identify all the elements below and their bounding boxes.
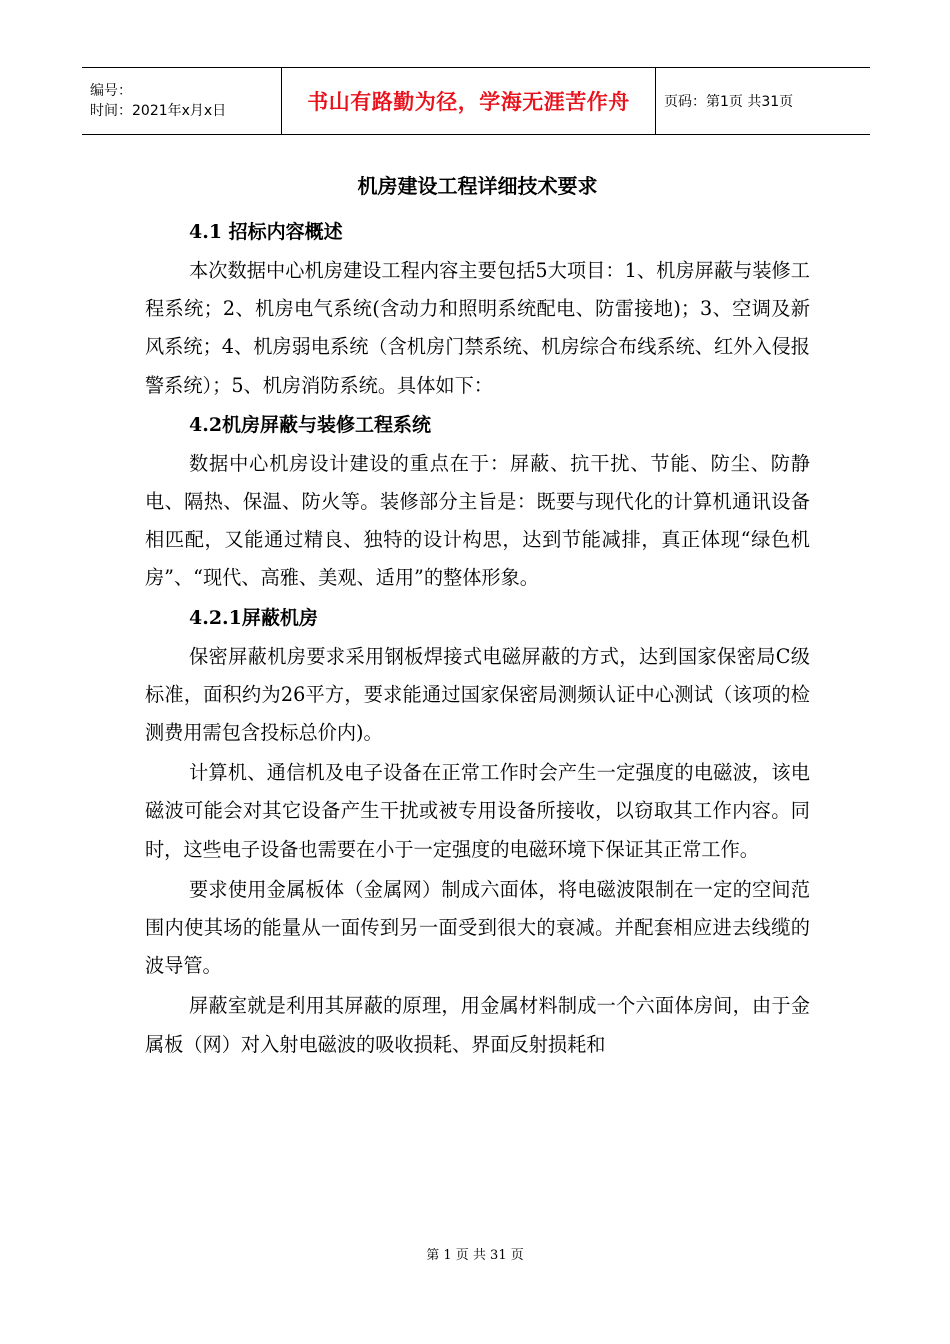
time-label: 时间：2021年x月x日: [90, 103, 227, 119]
paragraph: 数据中心机房设计建设的重点在于：屏蔽、抗干扰、节能、防尘、防静电、隔热、保温、防火等。装修部分主旨是：既要与现代化的计算机通讯设备相匹配，又能通过精良、独特的设计构思，达到节能减排，真正体现“绿色机房”、“现代、高雅、美观、适用”的整体形象。: [145, 451, 810, 590]
page-footer: 第 1 页 共 31 页: [426, 1248, 524, 1263]
header-page-cell: [656, 68, 870, 134]
header-motto-cell: [282, 68, 656, 134]
document-header: [82, 67, 870, 135]
section-heading-4-2: 4.2机房屏蔽与装修工程系统: [189, 413, 432, 436]
header-meta: [82, 68, 282, 134]
document-body: [145, 168, 810, 1066]
document-title: 机房建设工程详细技术要求: [357, 174, 598, 198]
paragraph: 保密屏蔽机房要求采用钢板焊接式电磁屏蔽的方式，达到国家保密局C级标准，面积约为26平方，要求能通过国家保密局测频认证中心测试（该项的检测费用需包含投标总价内)。: [145, 644, 810, 745]
code-label: 编号：: [90, 83, 132, 99]
section-heading-4-2-1: 4.2.1屏蔽机房: [189, 606, 318, 629]
page-label: 页码：第1页 共31页: [664, 94, 794, 110]
paragraph: 屏蔽室就是利用其屏蔽的原理，用金属材料制成一个六面体房间，由于金属板（网）对入射电磁波的吸收损耗、界面反射损耗和: [145, 994, 810, 1056]
paragraph: 要求使用金属板体（金属网）制成六面体，将电磁波限制在一定的空间范围内使其场的能量从一面传到另一面受到很大的衰减。并配套相应进去线缆的波导管。: [145, 877, 810, 978]
section-heading-4-1: 4.1 招标内容概述: [189, 221, 343, 243]
paragraph: 计算机、通信机及电子设备在正常工作时会产生一定强度的电磁波，该电磁波可能会对其它设备产生干扰或被专用设备所接收，以窃取其工作内容。同时，这些电子设备也需要在小于一定强度的电磁环境下保证其正常工作。: [145, 761, 810, 861]
header-motto: 书山有路勤为径，学海无涯苦作舟: [307, 90, 630, 114]
paragraph: 本次数据中心机房建设工程内容主要包括5大项目：1、机房屏蔽与装修工程系统；2、机房电气系统(含动力和照明系统配电、防雷接地)；3、空调及新风系统；4、机房弱电系统（含机房门禁系统、机房综合布线系统、红外入侵报警系统）；5、机房消防系统。具体如下：: [145, 259, 810, 397]
